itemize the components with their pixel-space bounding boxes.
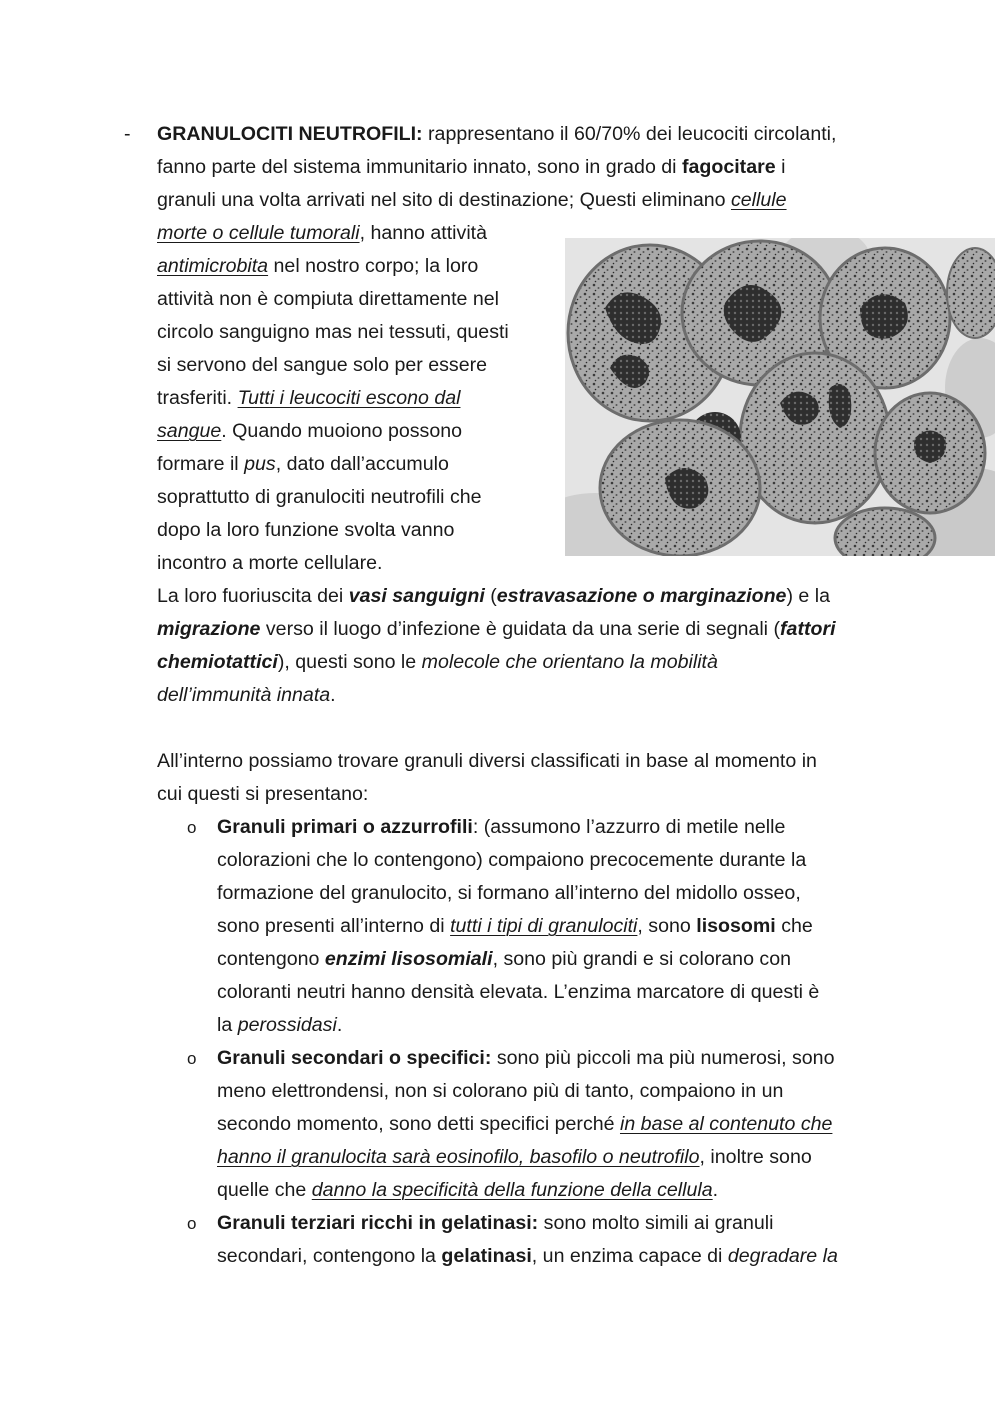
text-line: secondari, contengono la gelatinasi, un enzima capace di degradare la	[217, 1245, 838, 1267]
text-line: contengono enzimi lisosomiali, sono più grandi e si colorano con	[217, 948, 792, 970]
text-line: circolo sanguigno mas nei tessuti, questi	[157, 321, 509, 343]
bullet-icon: o	[187, 1214, 197, 1233]
bullet-icon: o	[187, 1049, 197, 1068]
text-line: quelle che danno la specificità della funzione della cellula.	[217, 1179, 719, 1201]
text-line: meno elettrondensi, non si colorano più di tanto, compaiono in un	[217, 1080, 784, 1102]
text-line: dell’immunità innata.	[157, 684, 336, 706]
text-line: migrazione verso il luogo d’infezione è guidata da una serie di segnali (fattori	[157, 618, 836, 640]
text-line: All’interno possiamo trovare granuli diversi classificati in base al momento in	[157, 750, 817, 772]
list-item: Granuli primari o azzurrofili: (assumono l’azzurro di metile nelle	[217, 816, 786, 838]
bullet-icon: o	[187, 818, 197, 837]
text-line: antimicrobita nel nostro corpo; la loro	[157, 255, 479, 277]
text-line: trasferiti. Tutti i leucociti escono dal	[157, 387, 461, 409]
text-line: sangue. Quando muoiono possono	[157, 420, 463, 442]
list-item: Granuli secondari o specifici: sono più piccoli ma più numerosi, sono	[217, 1047, 835, 1069]
text-line: secondo momento, sono detti specifici perché in base al contenuto che	[217, 1113, 833, 1135]
text-line: dopo la loro funzione svolta vanno	[157, 519, 455, 541]
text-line: soprattutto di granulociti neutrofili che	[157, 486, 482, 508]
neutrophil-micrograph-image	[565, 238, 995, 556]
text-line: formazione del granulocito, si formano all’interno del midollo osseo,	[217, 882, 801, 904]
list-dash: -	[124, 123, 131, 145]
text-line: La loro fuoriuscita dei vasi sanguigni (estravasazione o marginazione) e la	[157, 585, 831, 607]
text-line: hanno il granulocita sarà eosinofilo, basofilo o neutrofilo, inoltre sono	[217, 1146, 812, 1168]
text-line: la perossidasi.	[217, 1014, 343, 1036]
text-line: si servono del sangue solo per essere	[157, 354, 488, 376]
list-item: Granuli terziari ricchi in gelatinasi: sono molto simili ai granuli	[217, 1212, 774, 1234]
text-line: cui questi si presentano:	[157, 783, 369, 805]
text-line: coloranti neutri hanno densità elevata. L’enzima marcatore di questi è	[217, 981, 820, 1003]
heading-neutrofili: GRANULOCITI NEUTROFILI:	[157, 123, 423, 145]
text-line: GRANULOCITI NEUTROFILI: rappresentano il 60/70% dei leucociti circolanti,	[157, 123, 837, 145]
text-line: sono presenti all’interno di tutti i tipi di granulociti, sono lisosomi che	[217, 915, 813, 937]
text-line: morte o cellule tumorali, hanno attività	[157, 222, 488, 244]
text-line: colorazioni che lo contengono) compaiono precocemente durante la	[217, 849, 807, 871]
text-line: fanno parte del sistema immunitario innato, sono in grado di fagocitare i	[157, 156, 786, 178]
text-line: chemiotattici), questi sono le molecole che orientano la mobilità	[157, 651, 718, 673]
text-line: formare il pus, dato dall’accumulo	[157, 453, 449, 475]
text-line: granuli una volta arrivati nel sito di destinazione; Questi eliminano cellule	[157, 189, 787, 211]
text-line: incontro a morte cellulare.	[157, 552, 383, 574]
text-line: attività non è compiuta direttamente nel	[157, 288, 500, 310]
